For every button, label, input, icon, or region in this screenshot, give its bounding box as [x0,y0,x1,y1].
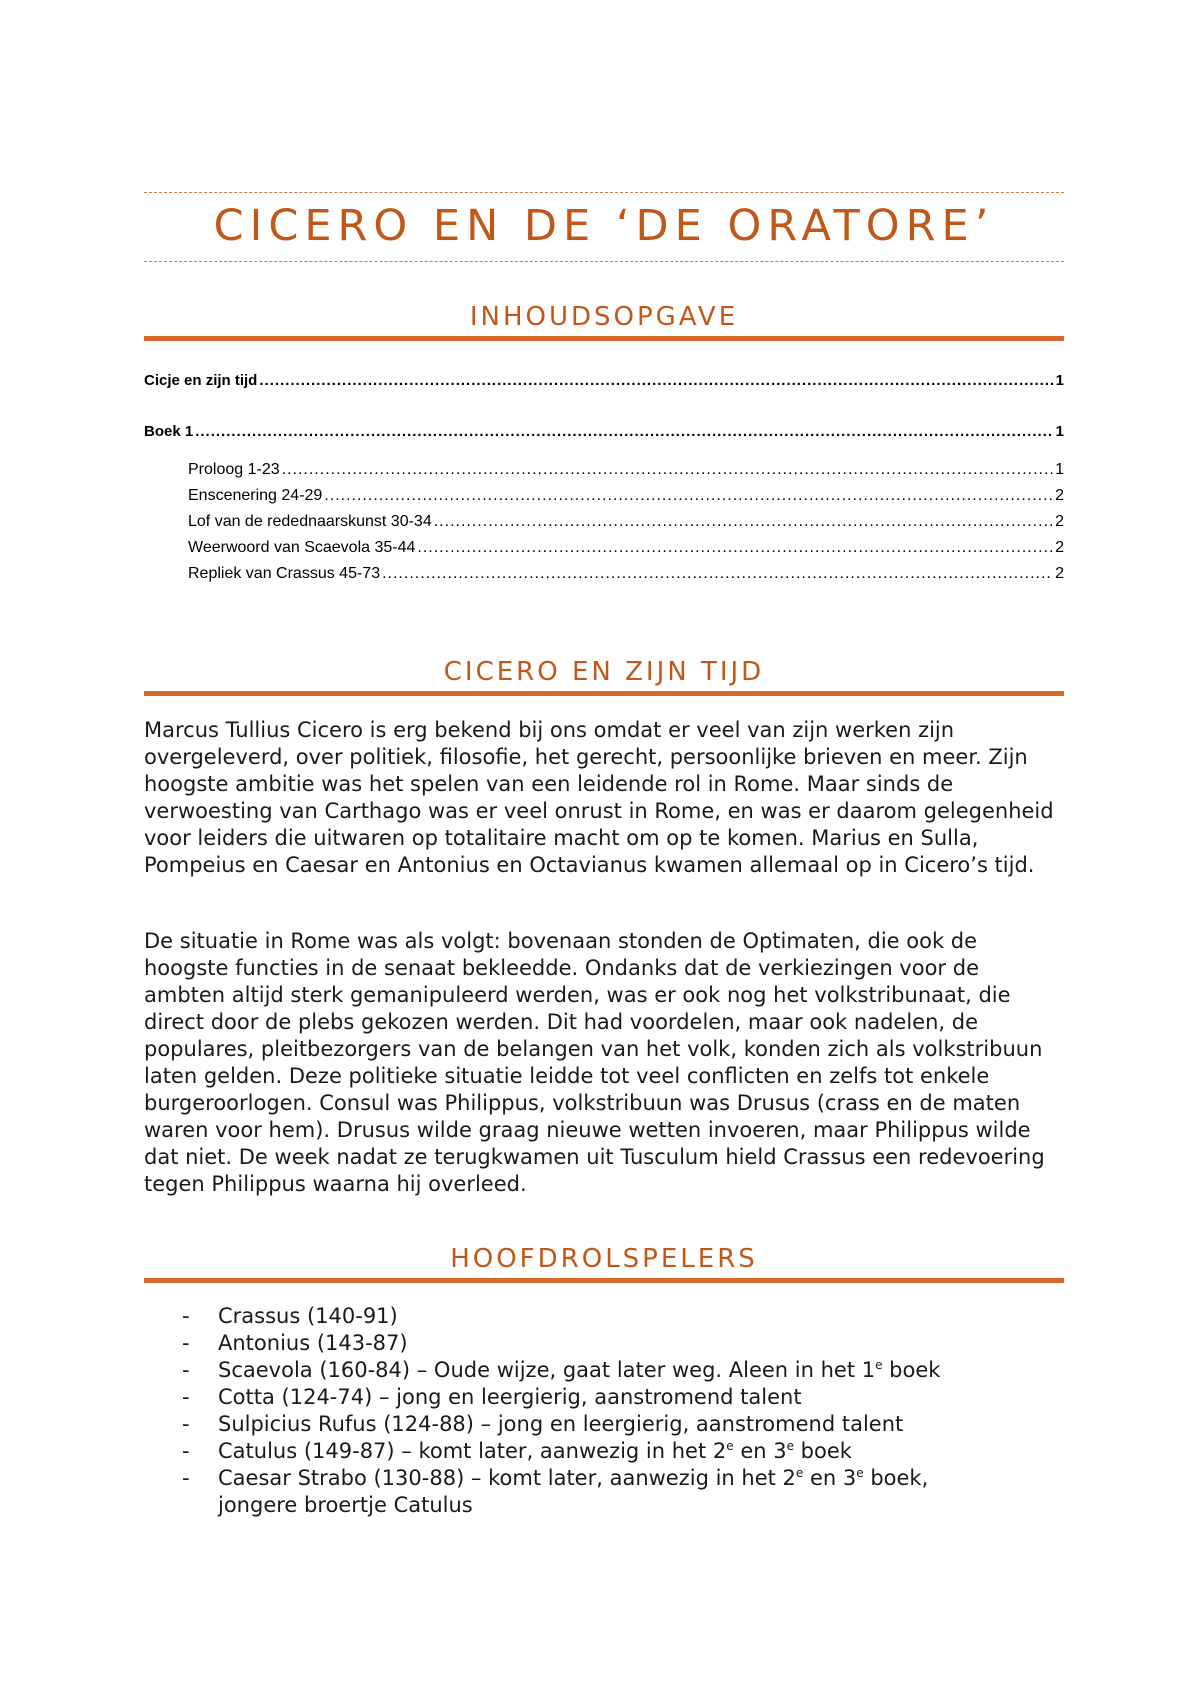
title-top-rule [144,192,1064,193]
toc-entry-label: Boek 1 [144,423,194,440]
section-heading-cicero: CICERO EN ZIJN TIJD [443,657,765,687]
list-bullet: - [182,1331,190,1355]
list-bullet: - [182,1385,190,1409]
toc-entry-label: Enscenering 24-29 [188,487,323,504]
list-item-text: Cotta (124-74) – jong en leergierig, aanstromend talent [218,1385,802,1409]
list-item-text: Sulpicius Rufus (124-88) – jong en leergierig, aanstromend talent [218,1412,904,1436]
toc-leader-dots [259,372,1053,389]
list-item-text: Antonius (143-87) [218,1331,408,1355]
toc-entry-page: 1 [1055,423,1064,440]
toc-entry-boek-1[interactable] [144,423,1064,440]
list-item [182,1357,1062,1384]
toc-entry-page: 1 [1055,461,1064,478]
list-bullet: - [182,1412,190,1436]
toc-leader-dots [195,423,1053,440]
toc-entry-page: 2 [1055,565,1064,582]
toc-entry-enscenering[interactable] [188,487,1064,505]
toc-entry-cicje-en-zijn-tijd[interactable] [144,372,1064,389]
toc-heading-rule [144,336,1064,341]
toc-entry-label: Cicje en zijn tijd [144,372,258,389]
list-bullet: - [182,1358,190,1382]
toc-entry-label: Repliek van Crassus 45-73 [188,565,381,582]
paragraph-cicero-intro: Marcus Tullius Cicero is erg bekend bij ons omdat er veel van zijn werken zijn overgeleverd, over politiek, filosofie, het gerecht, persoonlijke brieven en meer. Zijn hoogste ambitie was het spelen van een leidende rol in Rome. Maar sinds de verwoesting van Carthago was er veel onrust in Rome, en was er daarom gelegenheid voor leiders die uitwaren op totalitaire macht om op te komen. Marius en Sulla, Pompeius en Caesar en Antonius en Octavianus kwamen allemaal op in Cicero’s tijd. [144,718,1054,877]
title-block [144,192,1064,262]
toc-entry-page: 2 [1055,513,1064,530]
section-heading-rule [144,691,1064,696]
toc-entry-page: 2 [1055,539,1064,556]
list-item [182,1411,1062,1438]
list-item [182,1438,1062,1465]
title-bottom-rule [144,261,1064,262]
section-heading-players: HOOFDROLSPELERS [450,1244,758,1274]
list-item-text: Scaevola (160-84) – Oude wijze, gaat later weg. Aleen in het 1e boek [218,1358,941,1382]
toc-entry-label: Weerwoord van Scaevola 35-44 [188,539,416,556]
toc-entry-label: Lof van de redednaarskunst 30-34 [188,513,432,530]
toc-entry-label: Proloog 1-23 [188,461,280,478]
paragraph-rome-situation: De situatie in Rome was als volgt: bovenaan stonden de Optimaten, die ook de hoogste functies in de senaat bekleedde. Ondanks dat de verkiezingen voor de ambten altijd sterk gemanipuleerd werden, was er ook nog het volkstribunaat, die direct door de plebs gekozen werden. Dit had voordelen, maar ook nadelen, de populares, pleitbezorgers van de belangen van het volk, konden zich als volkstribuun laten gelden. Deze politieke situatie leidde tot veel conflicten en zelfs tot enkele burgeroorlogen. Consul was Philippus, volkstribuun was Drusus (crass en de maten waren voor hem). Drusus wilde graag nieuwe wetten invoeren, maar Philippus wilde dat niet. De week nadat ze terugkwamen uit Tusculum hield Crassus een redevoering tegen Philippus waarna hij overleed. [144,929,1045,1196]
toc-entry-lof-van-de-redenaarskunst[interactable] [188,513,1064,531]
list-item [182,1330,1062,1357]
document-title: CICERO EN DE ‘DE ORATORE’ [213,201,995,251]
toc-leader-dots [282,461,1053,479]
list-bullet: - [182,1439,190,1463]
document-page [144,0,1064,1696]
list-item-text: Crassus (140-91) [218,1304,398,1328]
players-list [182,1303,1062,1519]
section-heading-rule [144,1278,1064,1283]
toc-entry-repliek-van-crassus[interactable] [188,565,1064,583]
toc-entry-weerwoord-van-scaevola[interactable] [188,539,1064,557]
toc-leader-dots [417,539,1053,557]
toc-entry-proloog[interactable] [188,461,1064,479]
list-bullet: - [182,1304,190,1328]
list-item-text: Caesar Strabo (130-88) – komt later, aanwezig in het 2e en 3e boek, jongere broertje Catulus [218,1466,929,1517]
toc-entry-page: 2 [1055,487,1064,504]
toc-leader-dots [434,513,1053,531]
list-item [182,1384,1062,1411]
list-item [182,1465,1062,1519]
list-bullet: - [182,1466,190,1490]
toc-leader-dots [324,487,1053,505]
list-item [182,1303,1062,1330]
list-item-text: Catulus (149-87) – komt later, aanwezig in het 2e en 3e boek [218,1439,852,1463]
toc-leader-dots [382,565,1053,583]
toc-heading: INHOUDSOPGAVE [469,302,739,332]
toc-entry-page: 1 [1055,372,1064,389]
